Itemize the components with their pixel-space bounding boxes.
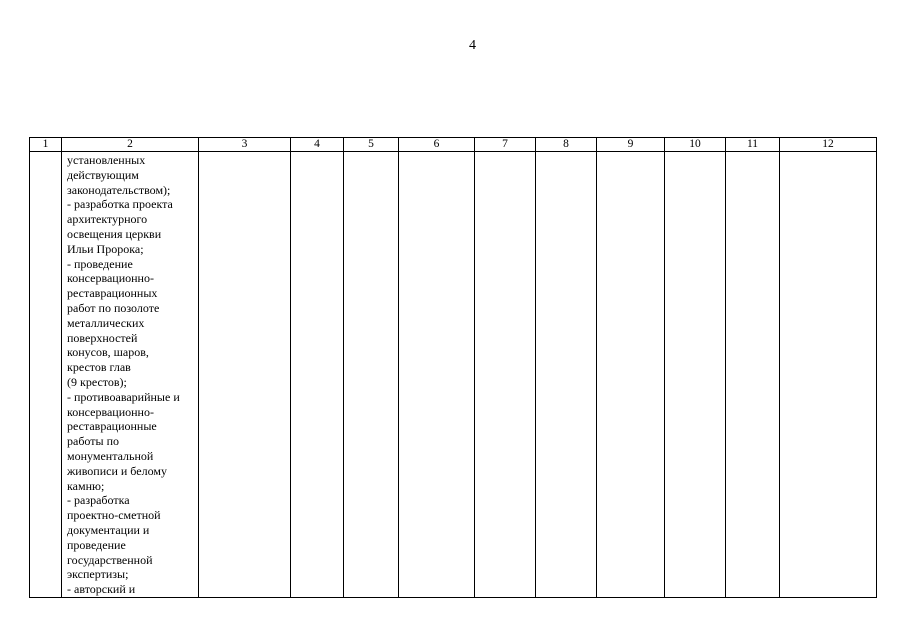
cell-text-line: - разработка: [67, 493, 130, 508]
cell-text-line: действующим: [67, 167, 139, 182]
cell-text-line: - разработка проекта: [67, 197, 173, 212]
cell-text-line: металлических: [67, 315, 145, 330]
cell-text-line: (9 крестов);: [67, 374, 127, 389]
column-header-5: 5: [344, 138, 399, 152]
column-header-6: 6: [399, 138, 475, 152]
cell-text-line: камню;: [67, 478, 105, 493]
cell-text-line: проведение: [67, 537, 126, 552]
column-header-11: 11: [726, 138, 780, 152]
cell-col-12: [780, 152, 877, 598]
cell-text-line: - авторский и: [67, 582, 136, 597]
cell-text-line: работы по: [67, 434, 120, 449]
cell-col-1: [30, 152, 62, 598]
column-header-8: 8: [536, 138, 597, 152]
cell-text-line: поверхностей: [67, 330, 138, 345]
table-header-row: [30, 138, 877, 152]
column-header-12: 12: [780, 138, 877, 152]
cell-text-line: крестов глав: [67, 360, 131, 375]
cell-text-line: живописи и белому: [67, 463, 167, 478]
table-row: [30, 152, 877, 598]
cell-col-6: [399, 152, 475, 598]
column-header-10: 10: [665, 138, 726, 152]
cell-text-line: установленных: [67, 153, 146, 167]
cell-text-line: законодательством);: [67, 182, 171, 197]
cell-text-line: проектно-сметной: [67, 508, 161, 523]
cell-text-line: экспертизы;: [67, 567, 129, 582]
cell-text-line: реставрационные: [67, 419, 157, 434]
cell-col-2: [62, 152, 199, 598]
cell-col-3: [199, 152, 291, 598]
cell-text-line: консервационно-: [67, 271, 154, 286]
column-header-7: 7: [475, 138, 536, 152]
column-header-9: 9: [597, 138, 665, 152]
cell-text-line: реставрационных: [67, 286, 158, 301]
cell-col-4: [291, 152, 344, 598]
cell-col-7: [475, 152, 536, 598]
data-table: [29, 137, 877, 598]
cell-col-5: [344, 152, 399, 598]
cell-text-line: Ильи Пророка;: [67, 241, 144, 256]
column-header-2: 2: [62, 138, 199, 152]
cell-text-col-2: [62, 152, 198, 597]
cell-text-line: документации и: [67, 522, 150, 537]
column-header-4: 4: [291, 138, 344, 152]
cell-col-11: [726, 152, 780, 598]
cell-text-line: монументальной: [67, 448, 154, 463]
cell-text-line: - противоаварийные и: [67, 389, 180, 404]
column-header-1: 1: [30, 138, 62, 152]
cell-text-line: - проведение: [67, 256, 133, 271]
cell-col-10: [665, 152, 726, 598]
cell-col-8: [536, 152, 597, 598]
cell-text-line: конусов, шаров,: [67, 345, 149, 360]
cell-text-line: освещения церкви: [67, 226, 162, 241]
cell-text-line: архитектурного: [67, 212, 148, 227]
page-number: 4: [469, 38, 476, 53]
cell-text-line: консервационно-: [67, 404, 154, 419]
cell-text-line: государственной: [67, 552, 153, 567]
cell-col-9: [597, 152, 665, 598]
column-header-3: 3: [199, 138, 291, 152]
cell-text-line: работ по позолоте: [67, 300, 160, 315]
